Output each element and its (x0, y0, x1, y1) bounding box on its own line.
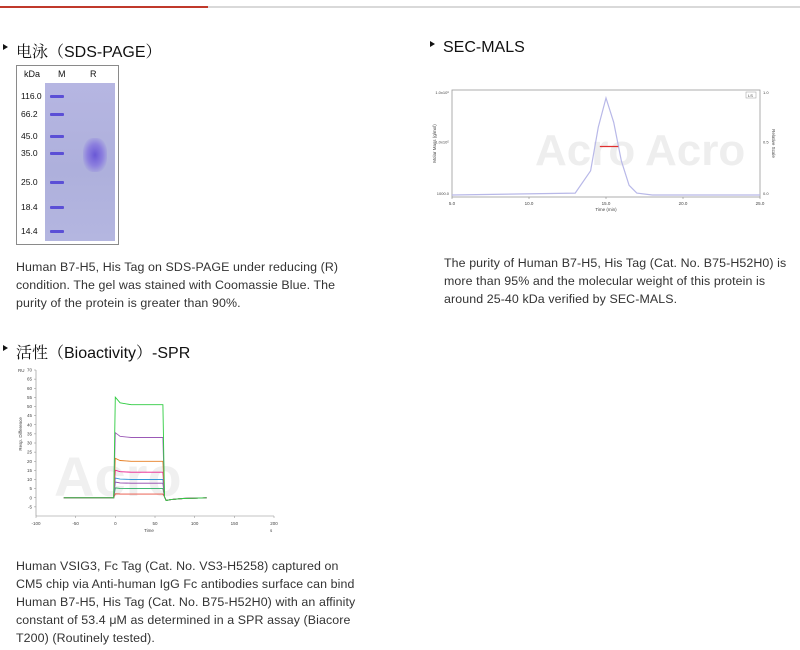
gel-marker-label: 116.0 (21, 91, 42, 101)
spr-y-tick-label: 30 (26, 440, 32, 446)
spr-title (3, 340, 190, 363)
gel-kda-header: kDa (24, 69, 41, 79)
ladder-band (50, 181, 64, 184)
sec-y-tick-label: 1.0x10⁶ (435, 90, 449, 95)
spr-x-tick-label: 150 (230, 521, 239, 526)
spr-watermark: Acro (54, 445, 182, 508)
spr-x-tick-label: 100 (190, 521, 199, 526)
sds-page-title-text: 电泳（SDS-PAGE） (16, 44, 162, 61)
spr-x-tick-label: -100 (31, 521, 41, 526)
sec-x-tick-label: 20.0 (678, 201, 688, 206)
gel-marker-label: 66.2 (21, 109, 38, 119)
spr-y-tick-label: 50 (26, 404, 32, 409)
spr-x-tick-label: 0 (114, 521, 117, 526)
gel-marker-label: 35.0 (21, 148, 38, 158)
spr-y-tick-label: 70 (26, 367, 32, 373)
bullet-arrow-icon (3, 345, 8, 351)
spr-description: Human VSIG3, Fc Tag (Cat. No. VS3-H5258) captured on CM5 chip via Anti-human IgG Fc antibodies surface can bind Human B7-H5, His Tag (Cat. No. B75-H52H0) with an affinity constant of 53.4 μM as determined in a SPR assay (Biacore T200) (Routinely tested). (16, 559, 356, 645)
gel-marker-label: 25.0 (21, 177, 38, 187)
spr-y-tick-label: -5 (27, 504, 32, 510)
spr-y-tick-label: 35 (26, 431, 32, 437)
spr-y-tick-label: 0 (29, 495, 32, 501)
gel-m-header: M (58, 69, 66, 79)
spr-y-tick-label: 60 (26, 385, 32, 391)
sec-x-axis-label: Time (min) (595, 207, 617, 212)
sec-y-right-tick-label: 1.0 (763, 90, 769, 95)
sec-y-right-axis-label: Relative Scale (771, 129, 776, 158)
sds-page-title (3, 39, 162, 62)
spr-x-axis-label: Time (144, 528, 154, 533)
gel-marker-label: 14.4 (21, 226, 38, 236)
spr-y-unit-label: RU (18, 368, 25, 373)
ladder-band (50, 206, 64, 209)
top-divider (0, 6, 800, 8)
gel-lanes (45, 83, 115, 241)
spr-y-tick-label: 5 (29, 486, 32, 492)
ladder-band (50, 95, 64, 98)
sec-y-axis-label: Molar Mass (g/mol) (432, 124, 437, 163)
sample-band (83, 138, 107, 172)
sec-x-tick-label: 15.0 (601, 201, 611, 206)
sec-legend-label: LS (748, 93, 753, 98)
gel-marker-label: 45.0 (21, 131, 38, 141)
spr-x-tick-label: 200 (270, 521, 278, 526)
spr-x-tick-label: -50 (72, 521, 79, 526)
ladder-band (50, 113, 64, 116)
sec-watermark: Acro (535, 126, 636, 175)
sec-y-right-tick-label: 0.0 (763, 191, 769, 196)
sec-watermark: Acro (645, 126, 746, 175)
sec-x-tick-label: 25.0 (755, 201, 765, 206)
spr-y-tick-label: 20 (26, 458, 32, 464)
sec-mals-chart (430, 85, 775, 215)
spr-y-axis-label: Resp. Difference (18, 417, 23, 451)
gel-r-header: R (90, 69, 97, 79)
sec-y-right-tick-label: 0.5 (763, 139, 769, 145)
spr-x-tick-label: 50 (152, 521, 158, 526)
spr-y-tick-label: 40 (26, 422, 32, 428)
spr-y-tick-label: 65 (26, 376, 32, 382)
spr-y-tick-label: 25 (26, 449, 32, 455)
spr-y-tick-label: 55 (26, 394, 32, 400)
sds-gel-image (16, 65, 119, 245)
sec-x-tick-label: 5.0 (448, 201, 456, 206)
ladder-band (50, 152, 64, 155)
sec-y-tick-label: 1.0x10⁵ (435, 139, 449, 145)
gel-marker-label: 18.4 (21, 202, 38, 212)
spr-y-tick-label: 10 (26, 477, 32, 482)
sds-page-description: Human B7-H5, His Tag on SDS-PAGE under reducing (R) condition. The gel was stained with Coomassie Blue. The purity of the protein is greater than 90%. (16, 260, 339, 310)
bullet-arrow-icon (430, 41, 435, 47)
spr-y-tick-label: 15 (26, 467, 32, 473)
spr-title-text: 活性（Bioactivity）-SPR (16, 345, 191, 362)
sec-x-tick-label: 10.0 (524, 201, 534, 206)
bullet-arrow-icon (3, 44, 8, 50)
sec-mals-title-text: SEC-MALS (443, 39, 525, 56)
spr-chart (12, 366, 277, 548)
sec-y-tick-label: 1000.0 (436, 191, 449, 196)
top-divider-accent (0, 6, 208, 8)
spr-y-tick-label: 45 (26, 413, 32, 419)
sec-mals-title (430, 39, 525, 57)
spr-x-unit-label: s (270, 528, 273, 533)
ladder-band (50, 230, 64, 233)
ladder-band (50, 135, 64, 138)
sec-mals-description: The purity of Human B7-H5, His Tag (Cat. No. B75-H52H0) is more than 95% and the molecular weight of this protein is around 25-40 kDa verified by SEC-MALS. (444, 256, 787, 306)
